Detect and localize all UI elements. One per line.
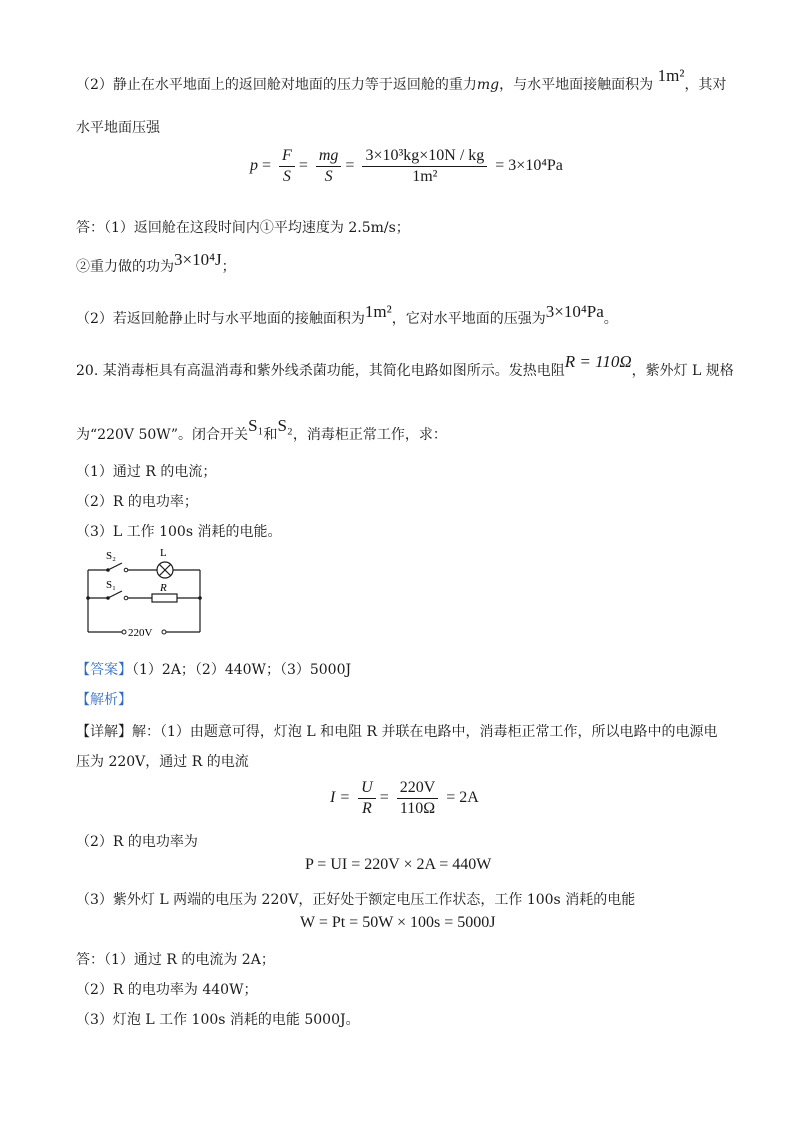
current-formula [330,778,479,819]
fraction-u-r [358,778,376,819]
detail-tag: 【详解】 [76,724,132,740]
final-answer-3: （3）灯泡 L 工作 100s 消耗的电能 5000J。 [76,1012,360,1028]
question-item-3: （3）L 工作 100s 消耗的电能。 [76,524,282,540]
fraction-f-s [279,146,295,187]
text-segment: ，与水平地面接触面积为 [499,77,654,93]
formula-p: p [250,157,258,175]
power-label: （2）R 的电功率为 [76,834,198,850]
fraction-mg-s [316,146,342,187]
formula-result: = 2A [446,789,479,807]
switch-s1-contact [124,596,128,600]
pressure-formula: p = $\frac{F}{S}$ = $\frac{mg}{S}$ = $\frac{\text{3×10³kg×10N / kg}}{\text{1m²}}$ = 3×10⁴Pa [250,147,563,185]
switch-s2-symbol: S₂ [277,416,293,435]
answer-summary [76,660,740,680]
numerator: U [358,778,376,799]
text-segment: 为“220V 50W”。闭合开关 [76,427,249,443]
analysis-tag: 【解析】 [76,692,132,708]
analysis-header [76,690,740,710]
power-formula: P = UI = 220V × 2A = 440W [305,856,492,873]
part2-intro-line2: 水平地面压强 [76,120,160,136]
denominator: R [362,800,372,817]
text-segment: （2）静止在水平地面上的返回舱对地面的压力等于返回舱的重力 [76,77,477,93]
label-s2: S₂ [106,550,116,562]
resistor-r [152,594,177,602]
text-segment: ，它对水平地面的压强为 [391,311,546,327]
question20-line2 [76,416,740,445]
text-segment: ，其对 [684,77,727,93]
resistance-value: R = 110Ω [564,352,632,371]
label-source: 220V [128,627,153,639]
answer-tag: 【答案】 [76,662,132,678]
detail-line1 [76,722,740,742]
answer-text: （1）2A；（2）440W；（3）5000J [132,662,352,678]
text-segment: ②重力做的功为 [76,259,174,275]
fraction-values [362,146,487,187]
text-segment: （2）若返回舱静止时与水平地面的接触面积为 [76,311,365,327]
equals-sign: = [379,789,389,807]
text-segment: 和 [263,427,278,443]
pressure-value: 3×10⁴Pa [545,302,604,321]
terminal-right [162,630,166,634]
text-segment: 20. 某消毒柜具有高温消毒和紫外线杀菌功能，其简化电路如图所示。发热电阻 [76,363,565,379]
junction-right [198,596,202,600]
switch-s2-contact [124,568,128,572]
text-segment: ，消毒柜正常工作，求： [292,427,447,443]
switch-s2-pivot [106,568,110,572]
mg-symbol: mg [476,77,500,93]
formula-lhs: I = [330,789,351,807]
switch-s1-pivot [106,596,110,600]
area-value: 1m² [364,302,392,321]
question-item-1: （1）通过 R 的电流； [76,464,217,480]
label-r: R [160,582,167,594]
text-segment: ，紫外灯 L 规格 [631,363,734,379]
junction-left [86,596,90,600]
question-item-2: （2）R 的电功率； [76,494,198,510]
denominator: 1m² [412,168,438,185]
numerator: mg [316,146,342,167]
energy-formula: W = Pt = 50W × 100s = 5000J [300,914,496,931]
label-l: L [160,547,167,559]
numerator: F [279,146,295,167]
switch-s1-symbol: S₁ [248,416,264,435]
final-answer-2: （2）R 的电功率为 440W； [76,982,258,998]
text-segment: ； [221,259,236,275]
numerator: 3×10³kg×10N / kg [362,146,487,167]
circuit-diagram [82,546,212,642]
denominator: S [282,168,291,185]
label-s1: S₁ [106,579,116,591]
denominator: S [324,168,333,185]
area-value: 1m² [657,66,685,85]
lamp-l [157,562,173,578]
question20-line1 [76,352,740,381]
numerator: 220V [397,778,439,799]
text-segment: 。 [603,311,618,327]
fraction-values [397,778,439,819]
answer-line-1: 答：（1）返回舱在这段时间内①平均速度为 2.5m/s； [76,220,410,236]
work-value: 3×10⁴J [174,250,222,269]
formula-result: = 3×10⁴Pa [495,157,563,175]
part2-intro-line1 [76,66,740,95]
answer-line-3 [76,302,740,329]
answer-line-2 [76,250,740,277]
terminal-left [122,630,126,634]
energy-label: （3）紫外灯 L 两端的电压为 220V，正好处于额定电压工作状态，工作 100s 消耗的电能 [76,892,636,908]
denominator: 110Ω [399,800,436,817]
detail-line2: 压为 220V，通过 R 的电流 [76,754,249,770]
final-answer-1: 答：（1）通过 R 的电流为 2A； [76,952,275,968]
detail-text: 解：（1）由题意可得，灯泡 L 和电阻 R 并联在电路中，消毒柜正常工作，所以电路中的电源电 [132,724,718,740]
